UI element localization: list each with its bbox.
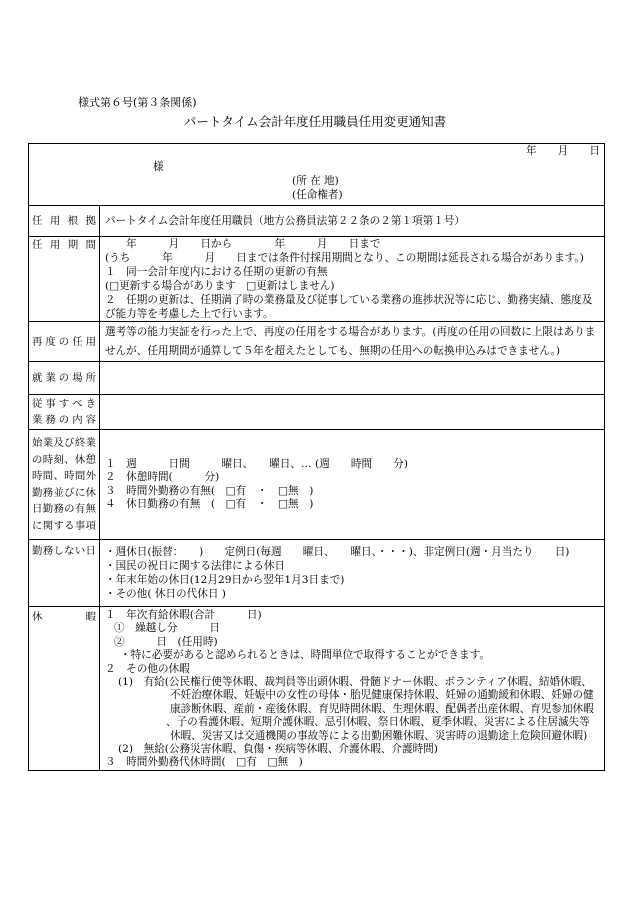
document-title: パートタイム会計年度任用職員任用変更通知書 [183,114,447,129]
probation-period-line: (うち 年 月 日までは条件付採用期間となり、この期間は延長される場合があります。) [105,252,584,264]
duties-label-cell [29,395,100,430]
duties-content [100,395,605,430]
national-holiday-line: ・国民の祝日に関する法律による休日 [105,560,286,572]
working-hours-row [29,430,605,540]
renewal-criteria-line-cont: び能力等を考慮した上で行います。 [105,308,274,320]
working-hours-label-line: の時刻、休憩 [32,453,96,466]
paid-leave-line-cont: 康診断休暇、産前・産後休暇、育児時間休暇、生理休暇、配偶者出産休暇、育児参加休暇 [170,702,594,715]
reappointment-label-cell [29,322,100,362]
unpaid-leave-line: (2) 無給(公務災害休暇、負傷・疾病等休暇、介護休暇、介護時間) [118,743,438,756]
weekly-rest-day-line: ・週休日(振替： ) 定例日(毎週 曜日、 曜日、・・・)、非定例日(週・月当たり 日) [105,546,570,558]
workplace-content [100,362,605,395]
duties-label-line: 業務の内容 [32,414,96,426]
appointer-label: (任命権者) [292,189,343,201]
other-leave-heading: ２ その他の休暇 [105,662,190,675]
renewal-options-line: (□更新する場合があります □更新はしません) [105,280,335,292]
leave-content [100,607,605,771]
overtime-line: ３ 時間外勤務の有無( □有 ・ □無 ) [105,484,314,497]
work-days-line: １ 週 日間 曜日、 曜日、… (週 時間 分) [105,457,408,470]
duties-label-line: 従事すべき [32,398,96,410]
reappointment-content [100,322,605,362]
granted-days-line: ② 日 (任用時) [114,635,218,648]
reappointment-line: 選考等の能力実証を行った上で、再度の任用をする場合があります。(再度の任用の回数に上限はありま [105,325,596,338]
paid-leave-line-cont: 、子の看護休暇、短期介護休暇、忌引休暇、祭日休暇、夏季休暇、災害による住居滅失等 [166,716,590,729]
leave-label: 休 暇 [32,611,96,623]
working-hours-label-line: 時間、時間外 [32,470,96,482]
notice-form-table [28,143,605,771]
address-label: (所 在 地) [292,175,339,187]
header-row [29,144,605,206]
date-field: 年 月 日 [525,145,600,157]
paid-leave-line-cont: 休暇、災害又は交通機関の事故等による出勤困難休暇、災害時の退勤途上危険回避休暇) [170,729,588,742]
annual-leave-line: １ 年次有給休暇(合計 日) [105,609,262,621]
overtime-compensatory-line: ３ 時間外勤務代休時間( □有 □無 ) [105,756,303,769]
reappointment-line: せんが、任用期間が通算して５年を超えたとしても、無期の任用への転換申込みはできません。) [105,344,560,357]
paid-leave-line: (1) 有給(公民権行使等休暇、裁判員等出頭休暇、骨髄ドナー休暇、ボランティア休暇、結婚休暇、 [118,676,592,689]
addressee-suffix: 様 [153,161,164,173]
appointment-basis-label-cell [29,206,100,237]
form-number: 様式第６号(第３条関係) [78,96,197,109]
appointment-basis-row [29,206,605,237]
working-hours-label-line: 始業及び終業 [32,437,96,449]
reappointment-label: 再度の任用 [32,335,96,348]
days-off-label-cell [29,540,100,607]
leave-label-cell [29,607,100,771]
renewal-criteria-line: ２ 任期の更新は、任期満了時の業務量及び従事している業務の進捗状況等に応じ、勤務実績、態度及 [105,294,593,306]
hourly-leave-note: ・特に必要があると認められるときは、時間単位で取得することができます。 [120,649,490,662]
break-time-line: ２ 休憩時間( 分) [105,471,220,484]
working-hours-label-cell [29,430,100,540]
carryover-line: ① 繰越し分 日 [114,622,220,635]
leave-row [29,607,605,771]
workplace-label: 就業の場所 [32,372,96,384]
appointment-period-row [29,237,605,322]
renewal-heading-line: １ 同一会計年度内における任期の更新の有無 [105,266,328,278]
reappointment-row [29,322,605,362]
working-hours-label-line: 勤務並びに休 [32,486,96,499]
days-off-content [100,540,605,607]
paid-leave-line-cont: 不妊治療休暇、妊娠中の女性の母体・胎児健康保持休暇、妊婦の通勤緩和休暇、妊婦の健 [170,689,594,702]
duties-row [29,395,605,430]
working-hours-content [100,430,605,540]
days-off-row [29,540,605,607]
other-holiday-line: ・その他( 休日の代休日 ) [105,588,226,600]
workplace-label-cell [29,362,100,395]
appointment-basis-text: パートタイム会計年度任用職員（地方公務員法第２２条の２第１項第１号） [105,215,465,227]
appointment-basis-content [100,206,605,237]
appointment-basis-label: 任 用 根 拠 [32,215,96,227]
year-end-holiday-line: ・年末年始の休日(12月29日から翌年1月3日まで) [105,574,345,586]
holiday-work-line: ４ 休日勤務の有無 ( □有 ・ □無 ) [105,497,314,510]
working-hours-label-line: 日勤務の有無 [32,503,96,515]
days-off-label: 勤務しない日 [32,545,96,557]
workplace-row [29,362,605,395]
appointment-period-label: 任 用 期 間 [32,239,96,251]
appointment-period-content [100,237,605,322]
header-cell [29,144,605,206]
working-hours-label-line: に関する事項 [32,519,96,532]
period-dates-line: 年 月 日から 年 月 日まで [105,238,381,250]
appointment-period-label-cell [29,237,100,322]
